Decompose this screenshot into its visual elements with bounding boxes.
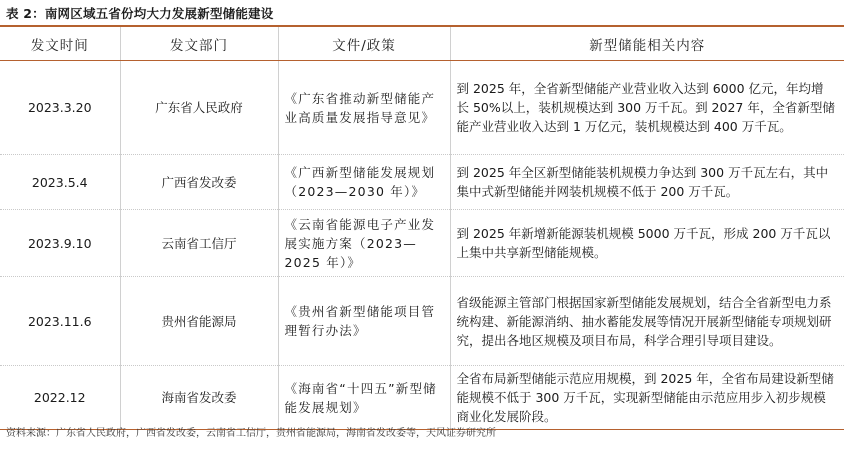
table-caption: 表 2：南网区域五省份均大力发展新型储能建设	[6, 6, 274, 21]
header-content: 新型储能相关内容	[450, 27, 844, 61]
table-row	[0, 61, 844, 155]
header-row	[0, 27, 844, 61]
row-doc: 《广东省推动新型储能产业高质量发展指导意见》	[278, 61, 450, 155]
row-content: 到 2025 年新增新能源装机规模 5000 万千瓦，形成 200 万千瓦以上集中共享新型储能规模。	[450, 210, 844, 277]
row-dept: 海南省发改委	[120, 366, 278, 430]
header-dept: 发文部门	[120, 27, 278, 61]
row-date: 2023.9.10	[0, 210, 120, 277]
row-dept: 贵州省能源局	[120, 277, 278, 366]
row-date: 2022.12	[0, 366, 120, 430]
row-content: 到 2025 年，全省新型储能产业营业收入达到 6000 亿元，年均增长 50%以上，装机规模达到 300 万千瓦。到 2027 年，全省新型储能产业营业收入达到 1 万亿元，装机规模达到 400 万千瓦。	[450, 61, 844, 155]
table-row	[0, 366, 844, 430]
header-date: 发文时间	[0, 27, 120, 61]
row-date: 2023.5.4	[0, 155, 120, 210]
policy-table	[0, 27, 844, 430]
row-dept: 云南省工信厅	[120, 210, 278, 277]
row-content: 全省布局新型储能示范应用规模，到 2025 年，全省布局建设新型储能规模不低于 300 万千瓦，实现新型储能由示范应用步入初步规模商业化发展阶段。	[450, 366, 844, 430]
row-dept: 广东省人民政府	[120, 61, 278, 155]
row-date: 2023.3.20	[27, 100, 92, 115]
row-doc: 《广西新型储能发展规划（2023—2030 年）》	[278, 155, 450, 210]
row-doc: 《云南省能源电子产业发展实施方案（2023—2025 年）》	[278, 210, 450, 277]
source-note: 资料来源：广东省人民政府，广西省发改委，云南省工信厅，贵州省能源局，海南省发改委等，天风证券研究所	[6, 428, 496, 439]
table-row	[0, 155, 844, 210]
row-content: 到 2025 年全区新型储能装机规模力争达到 300 万千瓦左右，其中集中式新型储能并网装机规模不低于 200 万千瓦。	[450, 155, 844, 210]
row-content: 省级能源主管部门根据国家新型储能发展规划，结合全省新型电力系统构建、新能源消纳、抽水蓄能发展等情况开展新型储能专项规划研究，提出各地区规模及项目布局，科学合理引导项目建设。	[450, 277, 844, 366]
row-dept: 广西省发改委	[120, 155, 278, 210]
table-row	[0, 210, 844, 277]
row-date: 2023.11.6	[0, 277, 120, 366]
row-doc: 《贵州省新型储能项目管理暂行办法》	[278, 277, 450, 366]
row-doc: 《海南省“十四五”新型储能发展规划》	[278, 366, 450, 430]
header-doc: 文件/政策	[278, 27, 450, 61]
table-row	[0, 277, 844, 366]
